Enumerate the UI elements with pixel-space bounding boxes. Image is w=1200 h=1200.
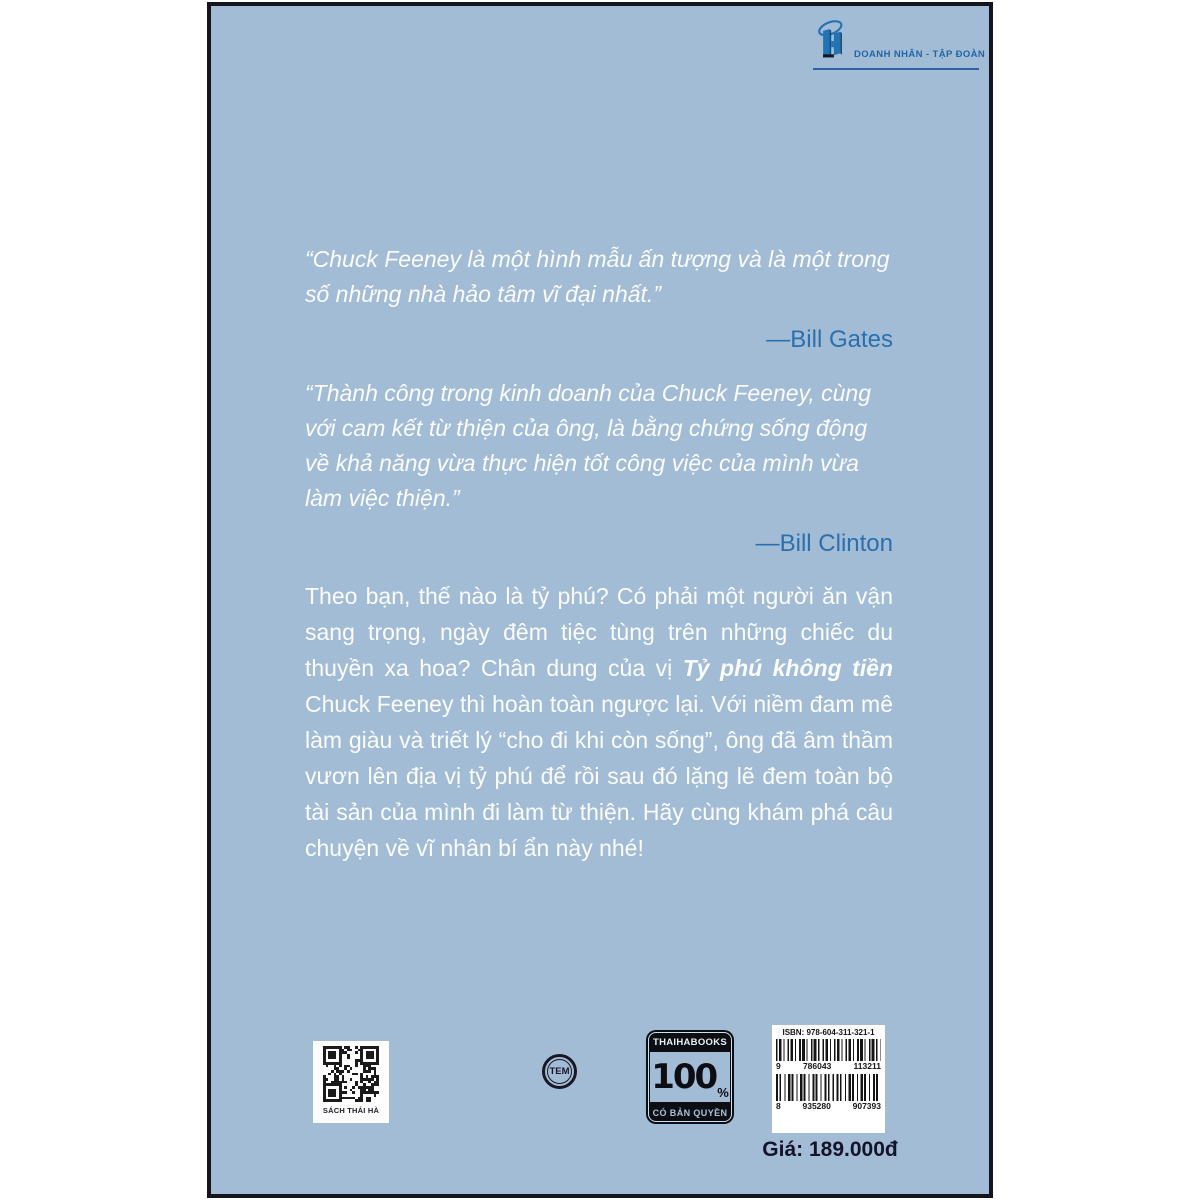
copyright-badge: [646, 1030, 734, 1124]
attribution-bill-gates: —Bill Gates: [766, 326, 893, 353]
barcode-2-digits: [776, 1102, 881, 1111]
book-back-cover: [207, 2, 993, 1198]
barcode-1-digit-group1: 786043: [802, 1061, 832, 1071]
badge-100-percent: [650, 1052, 730, 1102]
barcode-1-digits: [776, 1062, 881, 1071]
isbn-number: ISBN: 978-604-311-321-1: [782, 1028, 875, 1037]
qr-caption: SÁCH THÁI HÀ: [322, 1106, 380, 1115]
price-label: Giá: 189.000đ: [762, 1138, 898, 1161]
barcode-2-digit-group2: 907393: [852, 1101, 881, 1111]
barcode-1-digit-group2: 113211: [853, 1061, 881, 1071]
barcode-2-digit-lead: 8: [776, 1101, 781, 1111]
quote-bill-gates: “Chuck Feeney là một hình mẫu ấn tượng và là một trong số những nhà hảo tâm vĩ đại nhất.”: [305, 246, 890, 307]
publisher-logo-icon: [815, 18, 851, 65]
barcode-2-icon: [776, 1074, 881, 1101]
barcode-2-digit-group1: 935280: [802, 1101, 831, 1111]
badge-percent-sign: %: [717, 1085, 729, 1100]
badge-100: 100: [651, 1057, 717, 1097]
book-title-highlight: Tỷ phú không tiền: [682, 655, 893, 681]
qr-code-icon: [323, 1046, 379, 1102]
tem-stamp-label: TEM: [547, 1059, 572, 1084]
publisher-header: [813, 18, 986, 70]
category-label: DOANH NHÂN - TẬP ĐOÀN: [854, 49, 986, 60]
barcode-1-icon: [776, 1039, 881, 1061]
badge-copyright-text: CÓ BẢN QUYỀN: [652, 1108, 728, 1118]
badge-brand: THAIHABOOKS: [652, 1037, 728, 1048]
description-part1: Theo bạn, thế nào là tỷ phú? Có phải một người ăn vận sang trọng, ngày đêm tiệc tùng trên những chiếc du thuyền xa hoa? Chân dung của vị: [305, 583, 893, 681]
book-description: [305, 578, 893, 866]
qr-block: [313, 1041, 389, 1123]
header-divider: [813, 68, 979, 70]
barcode-1-digit-lead: 9: [776, 1061, 781, 1071]
attribution-bill-clinton: —Bill Clinton: [755, 530, 893, 557]
description-part2: Chuck Feeney thì hoàn toàn ngược lại. Với niềm đam mê làm giàu và triết lý “cho đi khi còn sống”, ông đã âm thầm vươn lên địa vị tỷ phú để rồi sau đó lặng lẽ đem toàn bộ tài sản của mình đi làm từ thiện. Hãy cùng khám phá câu chuyện về vĩ nhân bí ẩn này nhé!: [305, 691, 893, 861]
tem-stamp: [542, 1054, 577, 1089]
quote-bill-clinton: “Thành công trong kinh doanh của Chuck Feeney, cùng với cam kết từ thiện của ông, là bằng chứng sống động về khả năng vừa thực hiện tốt công việc của mình vừa làm việc thiện.”: [305, 380, 871, 511]
back-cover-text: [305, 242, 893, 866]
barcode-block: [772, 1025, 885, 1133]
